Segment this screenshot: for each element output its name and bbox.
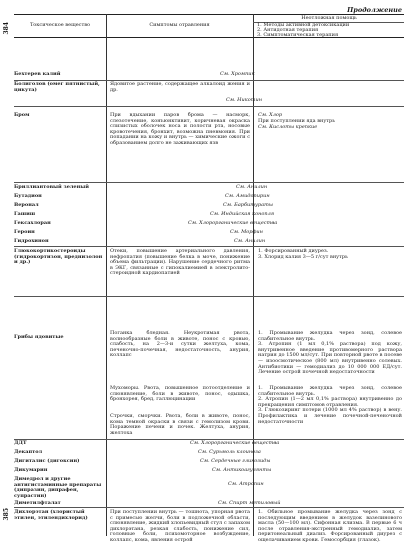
row-rule [14, 106, 404, 107]
header-col3-title: Неотложная помощь [301, 15, 357, 21]
row-symptoms: При поступлении внутрь — тошнота, упорная рвота с примесью желчи, боли в подложечной области, слюнявление, жидкий хлопьевидный стул с запахом дихлорэтана, резкая слабость, понижение сил, головные боли, психомоторное возбуждение, коллапс, кома, явления острой [110, 509, 250, 543]
row-rule [14, 246, 404, 247]
row-help: 1. Промывание желудка через зонд, солевое слабительное внутрь. 3. Атропин (1 мл 0,1% раствора) под кожу, внутривенное введение противомерного раствора натрия до 1500 мл/сут. При повторной рвоте в посеве — изоосмотическое (800 мл) внутривенно солевых. Антибиотики — гемодиализ до 10 000 000 ЕД/сут. Лечение острой почечной недостаточности [258, 330, 402, 376]
row-reference: См. Хромпик [220, 71, 255, 77]
row-name: Бехтерев калий [14, 71, 61, 77]
row-name: Дихлорэтан (хлористый этилен, этилендихлорид) [14, 509, 88, 521]
row-reference: См. Атропин [228, 481, 264, 487]
header-col3-item-1: 1. Методы активной детоксикации [257, 22, 350, 28]
row-name: Декаптол [14, 449, 43, 455]
row-name: Грибы ядовитые [14, 334, 64, 340]
row-symptoms: При вдыхании паров брома — насморк, слезотечение, конъюнктивит, коричневая окраска слизистых оболочек носа и полости рта, носовые кровотечения, бронхит, возможна пневмония. При попадании на кожу и внутрь — химические ожоги с образованием долго не заживающих язв [110, 112, 250, 146]
row-rule [14, 507, 404, 508]
row-reference: См. Антикоагулянты [212, 467, 272, 473]
row-name: Дикумарин [14, 467, 48, 473]
row-name: Глюкокортикостероиды (гидрокортизон, преднизолон и др.) [14, 248, 103, 266]
row-help: См. Хлор [258, 112, 283, 118]
row-name: Дигиталис (дигоксин) [14, 458, 80, 464]
row-reference: См. Индийская конопля [210, 211, 275, 217]
row-reference: См. Морфин [230, 229, 263, 235]
row-reference: См. Сурьмоль клоиноза [198, 449, 261, 455]
row-rule [14, 296, 404, 297]
row-help: При поступлении яда внутрь [258, 118, 335, 124]
row-reference: См. Сердечные гликозиды [200, 458, 271, 464]
row-reference: См. Спирт метиловый [218, 500, 281, 506]
row-reference: См. Анилин [234, 238, 266, 244]
row-name: Бриллиантовый зеленый [14, 184, 89, 190]
row-reference: См. Никотин [226, 97, 262, 103]
row-name: Гексахлоран [14, 220, 51, 226]
row-name: Бутадион [14, 193, 42, 199]
row-name: Димедрол и другие антигистаминные препараты (дипразин, дипрафен, супрастин) [14, 476, 102, 499]
row-name: Героин [14, 229, 35, 235]
row-name: Гидрохинон [14, 238, 49, 244]
row-symptoms: Поганка бледная. Неукротимая рвота, волнообразные боли в животе, понос с кровью, слабость, на 2—3-и сутки желтуха, кома, печеночно-почечная, недостаточность, анурия, коллапс [110, 330, 250, 359]
row-rule [14, 182, 404, 183]
row-name: Веронал [14, 202, 39, 208]
page-number-top: 384 [3, 22, 10, 35]
page-number-bottom: 385 [3, 508, 10, 521]
table-header-rule [14, 37, 404, 38]
row-reference: См. Хлорорганические вещества [190, 440, 280, 446]
row-reference: См. Амидопирин [225, 193, 270, 199]
row-name: Бром [14, 112, 30, 118]
row-reference: См. Анилин [236, 184, 268, 190]
row-help: См. Кислоты крепкие [258, 124, 318, 130]
row-name: ДДТ [14, 440, 27, 446]
header-col3-item-3: 3. Симптоматическая терапия [257, 32, 339, 38]
header-col2: Симптомы отравления [149, 22, 210, 28]
row-symptoms: Отеки, повышение артериального давления, нефропатия (повышение белка в моче, понижение объема фильтрации). Нарушение сердечного ритма в ЭКГ, связанные с гипокалиемией в электролито-стероидной кардиопатией [110, 248, 250, 277]
row-symptoms: Мухоморы. Рвота, повышенное потоотделение и слюнявление, боли в животе, понос, одышка, бронхорея, бред, галлюцинации [110, 385, 250, 403]
row-name: Диметилфталат [14, 500, 61, 506]
header-col1: Токсическое вещество [29, 22, 91, 28]
header-col3-item-2: 2. Антидотная терапия [257, 27, 319, 33]
row-name: Болиголов (омег пятнистый, цикута) [14, 81, 100, 93]
column-divider-1 [106, 14, 107, 536]
row-help: 1. Форсированный диурез. 3. Хлорид калия 3—5 г/сут внутрь [258, 248, 348, 260]
row-symptoms: Ядовитое растение, содержащее алкалоид жения и др. [110, 81, 250, 93]
row-name: Гашиш [14, 211, 36, 217]
row-symptoms: Строчки, сморчки. Рвота, боли в животе, понос, кома темной окраски в связи с гемолизом крови. Поражение печени и почек. Желтуха, анурия, желтоха [110, 413, 250, 436]
row-reference: См. Барбитураты [223, 202, 273, 208]
continuation-label: Продолжение [347, 6, 402, 14]
row-reference: См. Хлорорганические вещества [188, 220, 278, 226]
row-help: 1. Промывание желудка через зонд, солевое слабительное внутрь. 2. Атропин (1—2 мл 0,1% раствора) внутривенно до прекращения симптомов отравления. 3. Глюкозиринг потери (1000 мл 4% раствор) в вену. Профилактика и лечение почечной-печеночной недостаточности [258, 385, 402, 425]
row-help: 1. Обильное промывание желудка через зонд с последующим введением в желудок вазелинового масла (50—100 мл). Сифонная клизма. В первые 6 ч после отравления-экстренный гемодиализ, затем перитонеальный диализ. Форсированный диурез с ощелачиванием крови. Гемосорбция (глазок). [258, 509, 402, 543]
